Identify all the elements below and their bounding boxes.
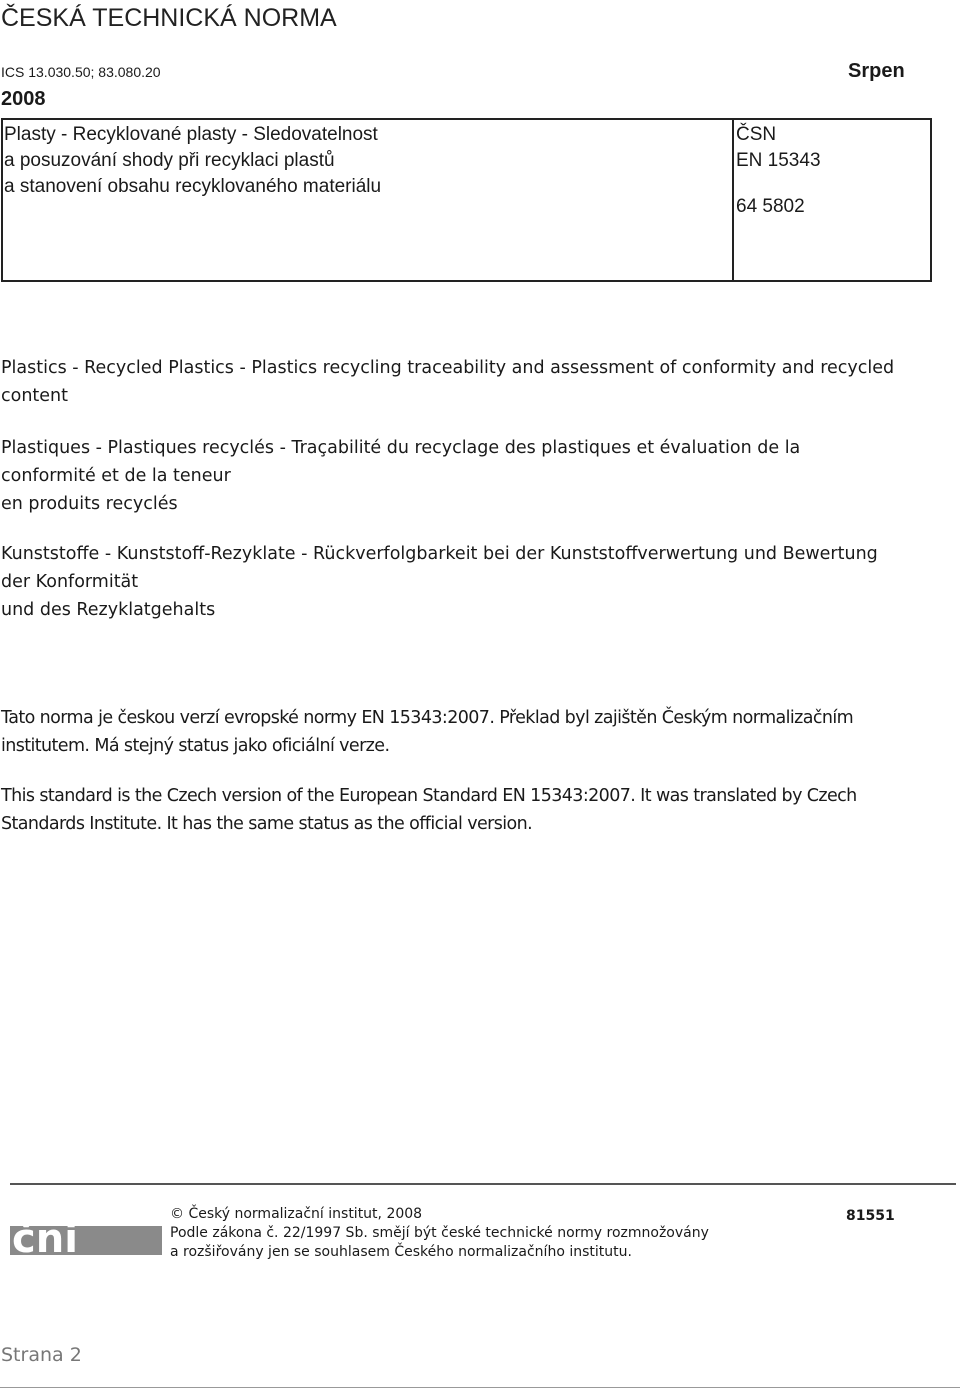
footer-copyright-block <box>170 1205 709 1262</box>
ics-code: ICS 13.030.50; 83.080.20 <box>1 64 161 80</box>
document-type-title: ČESKÁ TECHNICKÁ NORMA <box>1 4 337 32</box>
standard-designation <box>736 122 821 174</box>
english-title-line: content <box>1 386 69 406</box>
czech-note-line: Tato norma je českou verzí evropské normy EN 15343:2007. Překlad byl zajištěn Českým normalizačním <box>1 708 854 728</box>
czech-title-line: a posuzování shody při recyklaci plastů <box>4 150 335 171</box>
copyright-line: © Český normalizační institut, 2008 <box>170 1206 423 1222</box>
price-code: 81551 <box>846 1208 895 1224</box>
logo-letters: čni <box>12 1216 78 1255</box>
law-line: Podle zákona č. 22/1997 Sb. smějí být české technické normy rozmnožovány <box>170 1225 709 1241</box>
footer-divider <box>10 1183 956 1185</box>
czech-note-line: institutem. Má stejný status jako oficiální verze. <box>1 736 390 756</box>
classification-number: 64 5802 <box>736 196 805 217</box>
french-title-line: Plastiques - Plastiques recyclés - Traçabilité du recyclage des plastiques et évaluation de la <box>1 438 801 458</box>
cni-logo <box>10 1215 162 1255</box>
title-box-divider <box>732 120 734 280</box>
french-title <box>1 434 800 518</box>
issue-year: 2008 <box>1 88 46 110</box>
law-line: a rozšiřovány jen se souhlasem Českého normalizačního institutu. <box>170 1244 632 1260</box>
czech-title-line: Plasty - Recyklované plasty - Sledovatelnost <box>4 124 378 145</box>
german-title <box>1 540 878 624</box>
bottom-rule <box>0 1387 960 1388</box>
issue-month: Srpen <box>848 60 905 82</box>
english-title-line: Plastics - Recycled Plastics - Plastics recycling traceability and assessment of conformity and recycled <box>1 358 895 378</box>
czech-version-note <box>1 704 853 760</box>
french-title-line: conformité et de la teneur <box>1 466 231 486</box>
english-title <box>1 354 894 410</box>
title-box <box>1 118 932 282</box>
standard-prefix: ČSN <box>736 124 777 145</box>
english-version-note <box>1 782 857 838</box>
english-note-line: This standard is the Czech version of the European Standard EN 15343:2007. It was translated by Czech <box>1 786 857 806</box>
czech-title-line: a stanovení obsahu recyklovaného materiálu <box>4 176 382 197</box>
german-title-line: Kunststoffe - Kunststoff-Rezyklate - Rückverfolgbarkeit bei der Kunststoffverwertung und Bewertung <box>1 544 878 564</box>
german-title-line: und des Rezyklatgehalts <box>1 600 216 620</box>
french-title-line: en produits recyclés <box>1 494 178 514</box>
czech-title <box>4 122 381 200</box>
page-number: Strana 2 <box>1 1344 82 1366</box>
english-note-line: Standards Institute. It has the same status as the official version. <box>1 814 533 834</box>
german-title-line: der Konformität <box>1 572 139 592</box>
standard-number: EN 15343 <box>736 150 821 171</box>
